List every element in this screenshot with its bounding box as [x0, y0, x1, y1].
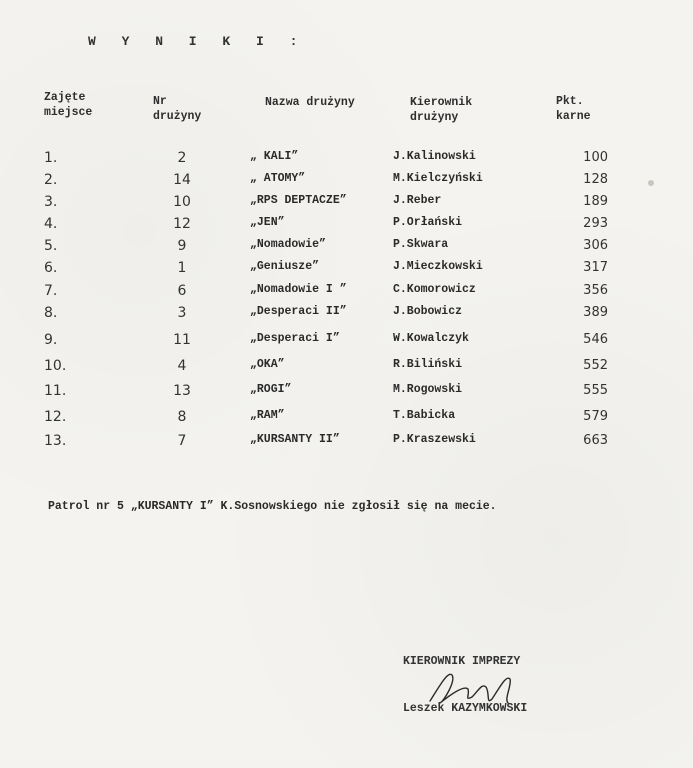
place-cell: 13.: [44, 433, 67, 449]
team-name-cell: „Geniusze”: [250, 260, 320, 273]
place-cell: 1.: [44, 150, 58, 166]
table-row: [0, 216, 693, 238]
points-cell: 317: [583, 260, 608, 275]
table-row: [0, 332, 693, 354]
points-cell: 189: [583, 194, 608, 209]
signature-title: KIEROWNIK IMPREZY: [403, 655, 521, 668]
team-name-cell: „RPS DEPTACZE”: [250, 194, 347, 207]
leader-cell: J.Bobowicz: [393, 305, 463, 318]
place-cell: 6.: [44, 260, 58, 276]
leader-cell: M.Kielczyński: [393, 172, 483, 185]
header-team-nr: [153, 94, 201, 124]
points-cell: 128: [583, 172, 608, 187]
team-nr-cell: 4: [177, 358, 187, 374]
place-cell: 8.: [44, 305, 58, 321]
points-cell: 579: [583, 409, 608, 424]
place-cell: 4.: [44, 216, 58, 232]
team-name-cell: „Nomadowie I ”: [250, 283, 347, 296]
leader-cell: R.Biliński: [393, 358, 463, 371]
points-cell: 100: [583, 150, 608, 165]
team-name-cell: „ KALI”: [250, 150, 299, 163]
place-cell: 3.: [44, 194, 58, 210]
header-penalty-line1: Pkt.: [556, 95, 584, 108]
points-cell: 356: [583, 283, 608, 298]
table-row: [0, 238, 693, 260]
table-row: [0, 358, 693, 380]
place-cell: 2.: [44, 172, 58, 188]
header-leader-line1: Kierownik: [410, 96, 473, 109]
team-nr-cell: 12: [173, 216, 191, 232]
place-cell: 7.: [44, 283, 58, 299]
header-penalty: [556, 94, 591, 124]
place-cell: 5.: [44, 238, 58, 254]
document-title: W Y N I K I :: [88, 34, 307, 49]
footnote: Patrol nr 5 „KURSANTY I” K.Sosnowskiego nie zgłosił się na mecie.: [48, 500, 497, 513]
header-place: [44, 90, 92, 120]
team-name-cell: „Nomadowie”: [250, 238, 326, 251]
table-row: [0, 383, 693, 405]
points-cell: 306: [583, 238, 608, 253]
header-leader-line2: drużyny: [410, 111, 459, 124]
header-team-name-line1: Nazwa drużyny: [265, 96, 355, 109]
team-nr-cell: 1: [177, 260, 187, 276]
place-cell: 10.: [44, 358, 67, 374]
team-nr-cell: 3: [177, 305, 187, 321]
points-cell: 552: [583, 358, 608, 373]
team-nr-cell: 10: [173, 194, 191, 210]
team-nr-cell: 7: [177, 433, 187, 449]
paper-speck: [648, 180, 654, 186]
header-place-line2: miejsce: [44, 106, 93, 119]
points-cell: 555: [583, 383, 608, 398]
team-name-cell: „KURSANTY II”: [250, 433, 340, 446]
header-team-nr-line2: drużyny: [153, 110, 202, 123]
header-penalty-line2: karne: [556, 110, 591, 123]
table-row: [0, 172, 693, 194]
leader-cell: P.Orłański: [393, 216, 463, 229]
table-row: [0, 433, 693, 455]
table-row: [0, 194, 693, 216]
header-team-nr-line1: Nr: [153, 95, 167, 108]
place-cell: 11.: [44, 383, 67, 399]
table-row: [0, 305, 693, 327]
leader-cell: W.Kowalczyk: [393, 332, 469, 345]
team-nr-cell: 13: [173, 383, 191, 399]
table-row: [0, 150, 693, 172]
team-name-cell: „JEN”: [250, 216, 285, 229]
points-cell: 663: [583, 433, 608, 448]
table-row: [0, 283, 693, 305]
team-nr-cell: 9: [177, 238, 187, 254]
team-nr-cell: 8: [177, 409, 187, 425]
header-place-line1: Zajęte: [44, 91, 86, 104]
leader-cell: J.Kalinowski: [393, 150, 476, 163]
points-cell: 546: [583, 332, 608, 347]
place-cell: 12.: [44, 409, 67, 425]
header-leader: [410, 95, 472, 125]
place-cell: 9.: [44, 332, 58, 348]
team-name-cell: „Desperaci II”: [250, 305, 347, 318]
points-cell: 389: [583, 305, 608, 320]
leader-cell: J.Reber: [393, 194, 442, 207]
team-name-cell: „ROGI”: [250, 383, 292, 396]
header-team-name: [265, 95, 355, 110]
team-nr-cell: 6: [177, 283, 187, 299]
table-row: [0, 260, 693, 282]
leader-cell: T.Babicka: [393, 409, 456, 422]
team-nr-cell: 2: [177, 150, 187, 166]
leader-cell: C.Komorowicz: [393, 283, 476, 296]
team-name-cell: „Desperaci I”: [250, 332, 340, 345]
team-nr-cell: 11: [173, 332, 191, 348]
leader-cell: P.Skwara: [393, 238, 449, 251]
team-name-cell: „RAM”: [250, 409, 285, 422]
leader-cell: J.Mieczkowski: [393, 260, 483, 273]
points-cell: 293: [583, 216, 608, 231]
signature-name: Leszek KAZYMKOWSKI: [403, 702, 528, 715]
team-name-cell: „ ATOMY”: [250, 172, 306, 185]
team-name-cell: „OKA”: [250, 358, 285, 371]
team-nr-cell: 14: [173, 172, 191, 188]
table-row: [0, 409, 693, 431]
leader-cell: M.Rogowski: [393, 383, 463, 396]
leader-cell: P.Kraszewski: [393, 433, 476, 446]
